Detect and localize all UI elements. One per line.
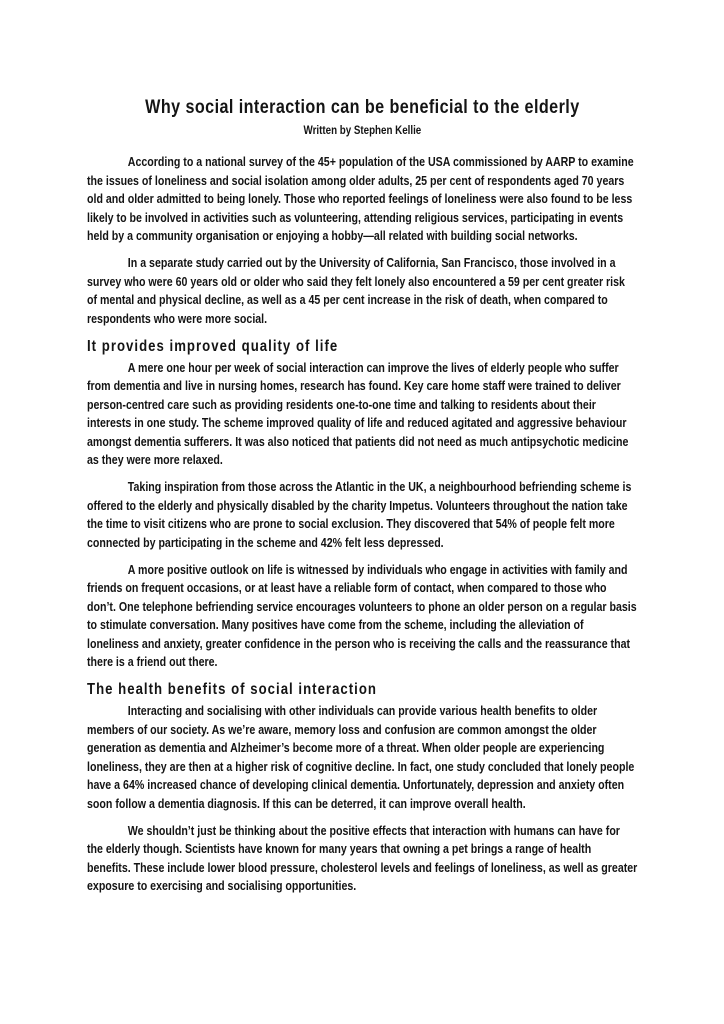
paragraph-quality-2: Taking inspiration from those across the Atlantic in the UK, a neighbourhood befriending scheme is offered to the elderly and physically disabled by the charity Impetus. Volunteers throughout the nation take the time to visit citizens who are prone to social exclusion. They discovered that 54% of people felt more connected by participating in the scheme and 42% felt less depressed. — [87, 480, 632, 550]
byline: Written by Stephen Kellie — [303, 125, 422, 137]
paragraph-intro-1: According to a national survey of the 45+ population of the USA commissioned by AARP to examine the issues of loneliness and social isolation among older adults, 25 per cent of respondents aged 70 years old and older admitted to being lonely. Those who reported feelings of loneliness were also found to be less likely to be involved in activities such as volunteering, attending religious services, participating in events held by a community organisation or enjoying a hobby—all related with building social networks. — [87, 155, 634, 243]
section-heading-quality-of-life: It provides improved quality of life — [87, 337, 339, 355]
section-heading-health-benefits: The health benefits of social interaction — [87, 681, 377, 698]
document-content — [87, 95, 638, 896]
document-title: Why social interaction can be beneficial to the elderly — [145, 97, 580, 118]
paragraph-intro-2: In a separate study carried out by the University of California, San Francisco, those involved in a survey who were 60 years old or older who said they felt lonely also encountered a 59 per cent greater risk of mental and physical decline, as well as a 45 per cent increase in the risk of death, when compared to respondents who were more social. — [87, 256, 625, 326]
paragraph-quality-1: A mere one hour per week of social interaction can improve the lives of elderly people who suffer from dementia and live in nursing homes, research has found. Key care home staff were trained to deliver person-centred care such as providing residents one-to-one time and talking to residents about their interests in one study. The scheme improved quality of life and reduced agitated and aggressive behaviour amongst dementia sufferers. It was also noticed that patients did not need as much antipsychotic medicine as they were more relaxed. — [87, 360, 629, 467]
paragraph-quality-3: A more positive outlook on life is witnessed by individuals who engage in activities with family and friends on frequent occasions, or at least have a reliable form of contact, when compared to those who don’t. One telephone befriending service encourages volunteers to phone an older person on a regular basis to stimulate conversation. Many positives have come from the scheme, including the alleviation of loneliness and anxiety, greater confidence in the person who is receiving the calls and the reassurance that there is a friend out there. — [87, 562, 637, 669]
paragraph-health-1: Interacting and socialising with other individuals can provide various health benefits to older members of our society. As we’re aware, memory loss and confusion are common amongst the older generation as dementia and Alzheimer’s become more of a threat. When older people are experiencing loneliness, they are then at a higher risk of cognitive decline. In fact, one study concluded that lonely people have a 64% increased chance of developing clinical dementia. Unfortunately, depression and anxiety often soon follow a dementia diagnosis. If this can be deterred, it can improve overall health. — [87, 704, 635, 811]
paragraph-health-2: We shouldn’t just be thinking about the positive effects that interaction with humans can have for the elderly though. Scientists have known for many years that owning a pet brings a range of health benefits. These include lower blood pressure, cholesterol levels and feelings of loneliness, as well as greater exposure to exercising and socialising opportunities. — [87, 823, 638, 893]
